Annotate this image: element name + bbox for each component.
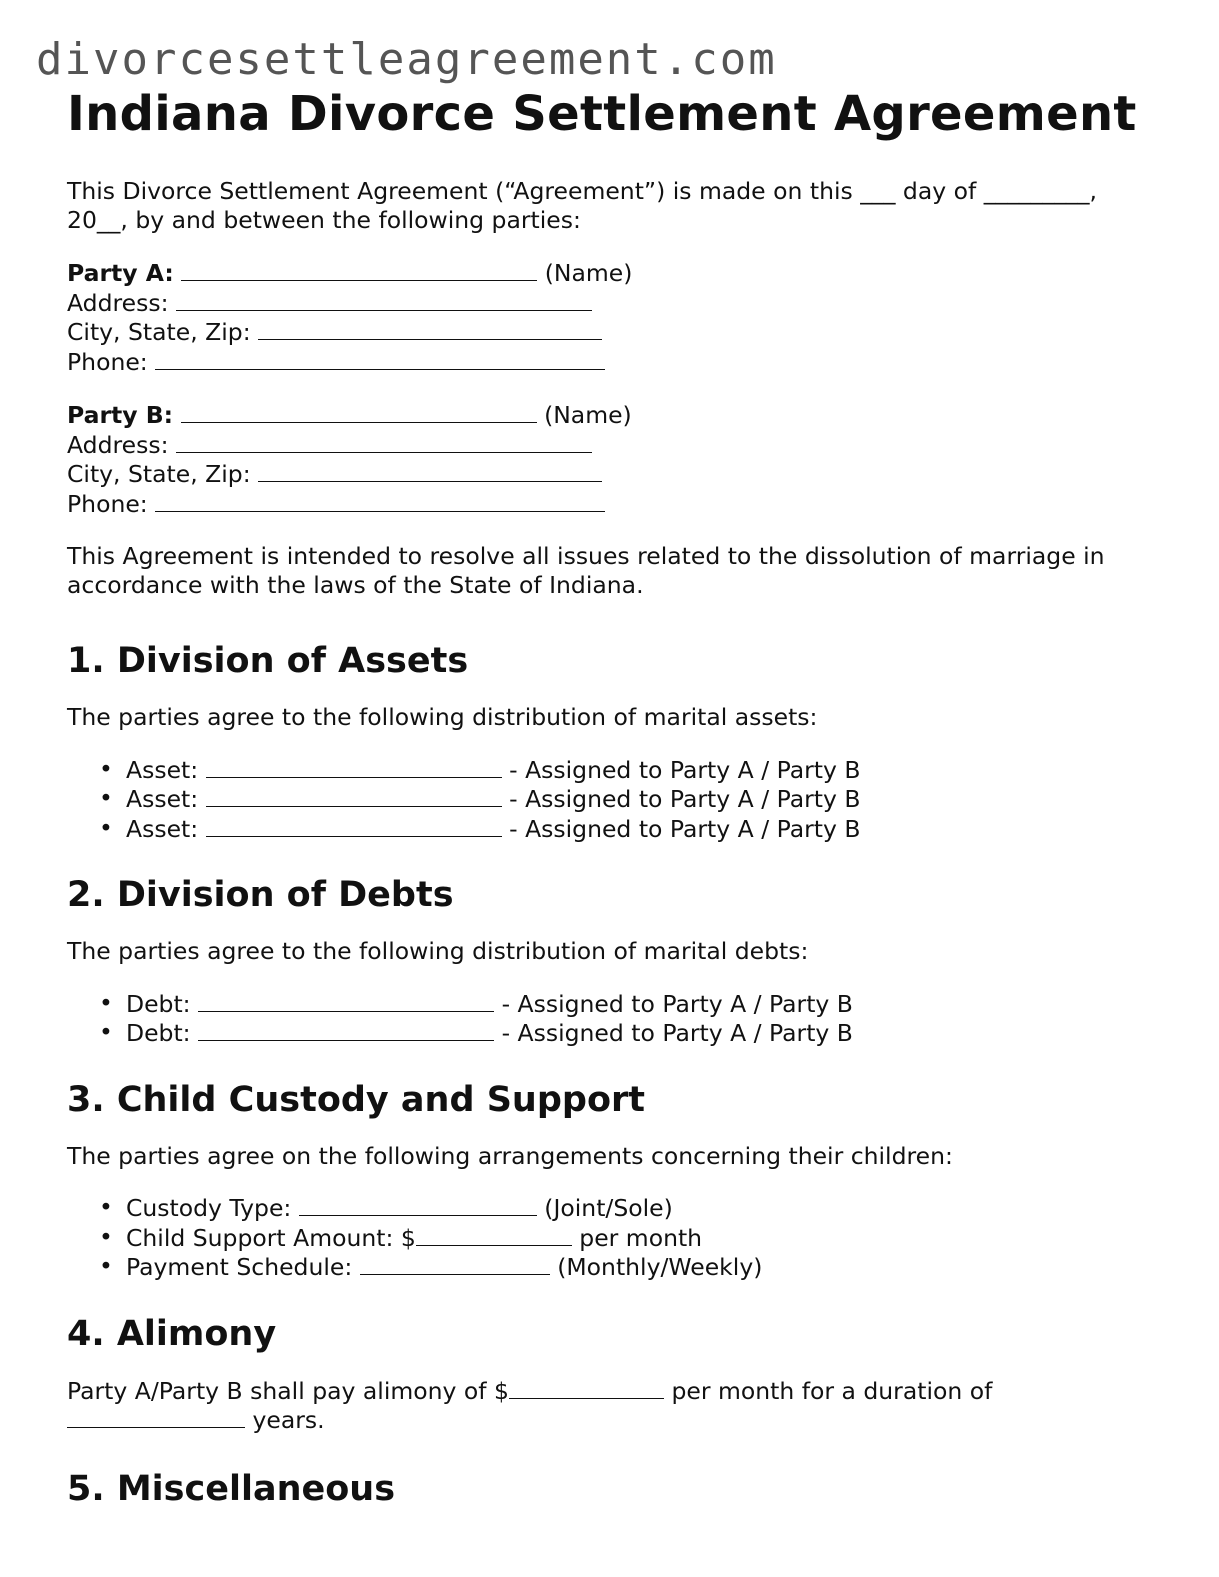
debt-assignment: - Assigned to Party A / Party B (501, 1019, 853, 1047)
section-custody-heading: 3. Child Custody and Support (67, 1079, 645, 1120)
party-a-phone-field[interactable] (155, 347, 605, 370)
debt-field[interactable] (198, 1018, 494, 1041)
payment-schedule-label: Payment Schedule: (126, 1253, 353, 1281)
party-b-phone-line (67, 489, 1177, 519)
list-item (67, 1018, 1177, 1048)
alimony-suffix: per month for a duration of (671, 1376, 993, 1405)
party-a-address-label: Address: (67, 288, 169, 317)
list-item (67, 755, 1177, 785)
party-a-address-line (67, 288, 1177, 318)
watermark: divorcesettleagreement.com (36, 34, 777, 85)
list-item (67, 784, 1177, 814)
debt-assignment: - Assigned to Party A / Party B (501, 989, 853, 1018)
section-misc-heading: 5. Miscellaneous (67, 1468, 396, 1509)
party-a-phone-label: Phone: (67, 347, 148, 376)
document-page (67, 84, 1177, 1511)
assets-list (67, 755, 1177, 844)
asset-field[interactable] (206, 755, 502, 778)
party-b-address-label: Address: (67, 430, 169, 459)
party-b-label: Party B: (67, 401, 174, 429)
list-item (67, 1252, 1177, 1282)
asset-label: Asset: (126, 755, 199, 784)
party-a-name-suffix: (Name) (544, 259, 633, 287)
party-a-city-line (67, 317, 1177, 347)
debts-list (67, 989, 1177, 1048)
custody-type-field[interactable] (299, 1193, 537, 1216)
party-b-phone-label: Phone: (67, 489, 148, 518)
alimony-amount-field[interactable] (509, 1376, 664, 1399)
asset-field[interactable] (206, 784, 502, 807)
child-support-suffix: per month (579, 1223, 703, 1252)
debt-label: Debt: (126, 989, 191, 1018)
child-support-label: Child Support Amount: $ (126, 1223, 416, 1252)
child-support-field[interactable] (416, 1223, 572, 1246)
alimony-years-label: years. (252, 1406, 325, 1434)
debt-field[interactable] (198, 989, 494, 1012)
section-debts-text: The parties agree to the following distribution of marital debts: (67, 937, 809, 965)
party-b-address-line (67, 430, 1177, 460)
party-b-name-suffix: (Name) (544, 401, 632, 429)
document-title: Indiana Divorce Settlement Agreement (67, 86, 1137, 142)
alimony-paragraph (67, 1376, 1177, 1435)
alimony-prefix: Party A/Party B shall pay alimony of $ (67, 1376, 509, 1405)
purpose-line-1: This Agreement is intended to resolve all issues related to the dissolution of marriage in (67, 542, 1105, 570)
intro-line-2: 20__, by and between the following parties: (67, 205, 581, 234)
party-b-name-line (67, 400, 1177, 430)
party-b-address-field[interactable] (176, 430, 592, 453)
alimony-line-2 (67, 1405, 1177, 1435)
section-debts-heading: 2. Division of Debts (67, 875, 454, 915)
custody-type-label: Custody Type: (126, 1194, 292, 1222)
party-a-city-label: City, State, Zip: (67, 318, 251, 346)
intro-paragraph (67, 177, 1177, 234)
asset-label: Asset: (126, 785, 199, 813)
list-item (67, 814, 1177, 844)
alimony-line-1 (67, 1376, 1177, 1406)
section-assets-heading: 1. Division of Assets (67, 641, 469, 681)
section-alimony-heading: 4. Alimony (67, 1313, 277, 1354)
section-assets-text: The parties agree to the following distribution of marital assets: (67, 703, 818, 731)
custody-list (67, 1193, 1177, 1282)
party-b-phone-field[interactable] (155, 489, 605, 512)
asset-assignment: - Assigned to Party A / Party B (509, 814, 861, 843)
party-a-name-line (67, 258, 1177, 288)
asset-assignment: - Assigned to Party A / Party B (509, 785, 861, 813)
purpose-line-2: accordance with the laws of the State of Indiana. (67, 570, 644, 599)
purpose-paragraph (67, 542, 1177, 599)
party-a-name-field[interactable] (181, 258, 537, 281)
debt-label: Debt: (126, 1019, 191, 1047)
party-a-label: Party A: (67, 259, 174, 287)
asset-field[interactable] (206, 814, 502, 837)
party-b-city-field[interactable] (258, 459, 602, 482)
custody-type-suffix: (Joint/Sole) (544, 1194, 673, 1222)
section-custody-text: The parties agree on the following arrangements concerning their children: (67, 1141, 953, 1170)
alimony-duration-field[interactable] (67, 1405, 245, 1428)
party-b-name-field[interactable] (181, 400, 537, 423)
party-a-block (67, 258, 1177, 376)
party-b-block (67, 400, 1177, 518)
intro-line-1: This Divorce Settlement Agreement (“Agreement”) is made on this ___ day of _________, (67, 177, 1097, 205)
party-a-city-field[interactable] (258, 317, 602, 340)
list-item (67, 989, 1177, 1019)
party-a-phone-line (67, 347, 1177, 377)
list-item (67, 1193, 1177, 1223)
payment-schedule-field[interactable] (360, 1252, 550, 1275)
party-b-city-line (67, 459, 1177, 489)
payment-schedule-suffix: (Monthly/Weekly) (557, 1253, 763, 1281)
asset-assignment: - Assigned to Party A / Party B (509, 755, 861, 784)
party-a-address-field[interactable] (176, 288, 592, 311)
asset-label: Asset: (126, 814, 199, 843)
list-item (67, 1223, 1177, 1253)
party-b-city-label: City, State, Zip: (67, 460, 251, 488)
